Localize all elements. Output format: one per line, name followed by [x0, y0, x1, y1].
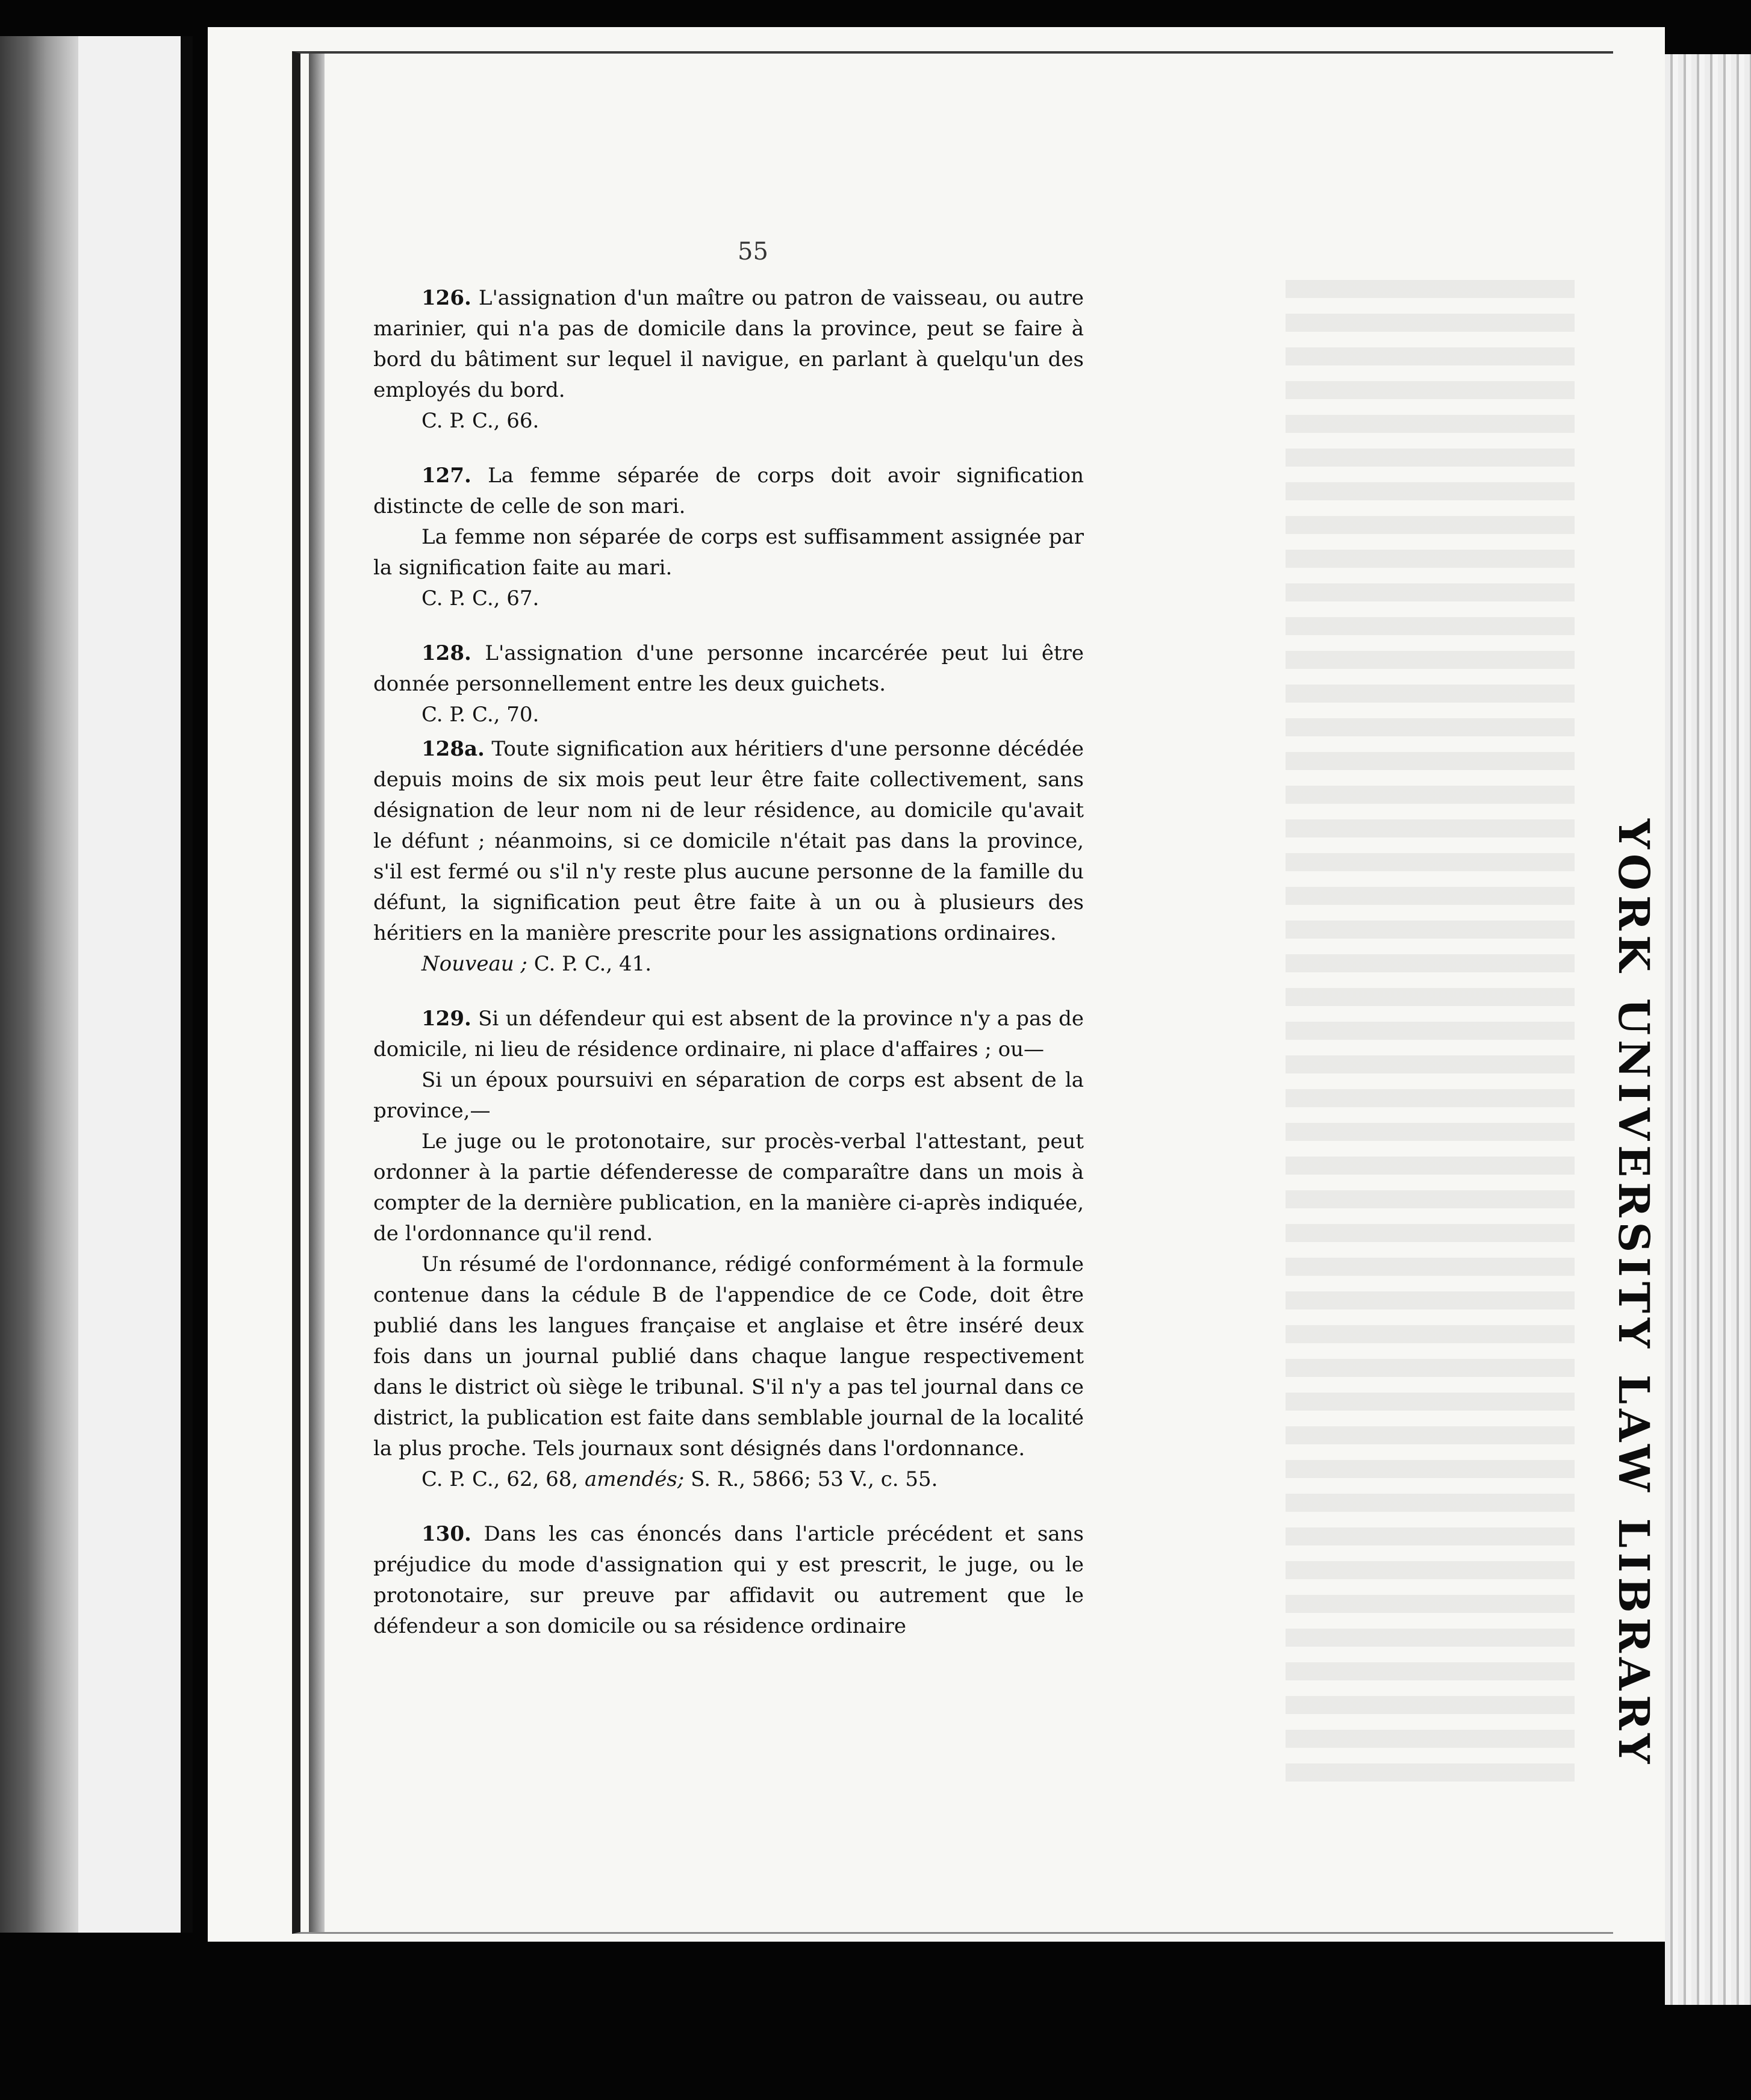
- article-129: [373, 1004, 1084, 1065]
- article-text: Toute signification aux héritiers d'une personne décédée depuis moins de six mois peut leur être faite collectivement, sans désignation de leur nom ni de leur résidence, au domicile qu'avait le défunt ; néanmoins, si ce domicile n'était pas dans la province, s'il est fermé ou s'il n'y reste plus aucune personne de la famille du défunt, la signification peut être faite à un ou à plusieurs des héritiers en la manière prescrite pour les assignations ordinaires.: [373, 737, 1084, 945]
- reference-text: S. R., 5866; 53 V., c. 55.: [684, 1467, 938, 1491]
- facing-page-strip: [0, 36, 193, 1933]
- stamp-word: UNIVERSITY: [1609, 998, 1659, 1353]
- article-reference: [373, 406, 1084, 436]
- article-128a: [373, 734, 1084, 949]
- stamp-word: YORK: [1609, 819, 1659, 977]
- article-127: [373, 461, 1084, 522]
- reference-text: C. P. C., 66.: [421, 409, 540, 433]
- reference-text: C. P. C., 62, 68,: [421, 1467, 585, 1491]
- article-number: 128.: [421, 641, 471, 665]
- article-reference: [373, 583, 1084, 614]
- article-128: [373, 638, 1084, 700]
- library-stamp: [1609, 819, 1659, 1790]
- article-reference: [373, 1464, 1084, 1495]
- article-text: Si un défendeur qui est absent de la province n'y a pas de domicile, ni lieu de résidence ordinaire, ni place d'affaires ; ou—: [373, 1007, 1084, 1061]
- reference-text: C. P. C., 67.: [421, 586, 540, 610]
- article-number: 126.: [421, 286, 471, 310]
- article-text: La femme séparée de corps doit avoir signification distincte de celle de son mari.: [373, 464, 1084, 518]
- reference-text: C. P. C., 70.: [421, 703, 540, 727]
- article-reference: [373, 700, 1084, 730]
- article-number: 130.: [421, 1522, 471, 1546]
- page-edge: [181, 36, 193, 1933]
- article-text: L'assignation d'un maître ou patron de vaisseau, ou autre marinier, qui n'a pas de domicile dans la province, peut se faire à bord du bâtiment sur lequel il navigue, en parlant à quelqu'un des employés du bord.: [373, 286, 1084, 402]
- gutter-shadow: [0, 36, 78, 1933]
- bleed-through: [1286, 280, 1575, 1785]
- article-paragraph: Le juge ou le protonotaire, sur procès-verbal l'attestant, peut ordonner à la partie défenderesse de comparaître dans un mois à compter de la dernière publication, en la manière ci-après indiquée, de l'ordonnance qu'il rend.: [373, 1129, 1084, 1246]
- reference-italic: amendés;: [585, 1467, 685, 1491]
- article-130: [373, 1519, 1084, 1642]
- book-edge: [1665, 54, 1751, 2005]
- article-reference: [373, 949, 1084, 980]
- text-column: [373, 283, 1084, 1642]
- reference-italic: Nouveau ;: [421, 952, 527, 976]
- article-number: 127.: [421, 464, 471, 488]
- stamp-word: LIBRARY: [1609, 1518, 1659, 1769]
- article-paragraph: Si un époux poursuivi en séparation de corps est absent de la province,—: [373, 1068, 1084, 1123]
- article-number: 129.: [421, 1007, 471, 1031]
- spine-shadow: [309, 54, 325, 1932]
- article-paragraph: La femme non séparée de corps est suffisamment assignée par la signification faite au mari.: [373, 525, 1084, 580]
- stamp-word: LAW: [1609, 1374, 1659, 1497]
- article-text: Dans les cas énoncés dans l'article précédent et sans préjudice du mode d'assignation qui y est prescrit, le juge, ou le protonotaire, sur preuve par affidavit ou autrement que le défendeur a son domicile ou sa résidence ordinaire: [373, 1522, 1084, 1638]
- article-number: 128a.: [421, 737, 485, 761]
- page-number: 55: [738, 238, 768, 266]
- reference-text: C. P. C., 41.: [527, 952, 652, 976]
- article-text: L'assignation d'une personne incarcérée peut lui être donnée personnellement entre les deux guichets.: [373, 641, 1084, 696]
- article-paragraph: Un résumé de l'ordonnance, rédigé conformément à la formule contenue dans la cédule B de l'appendice de ce Code, doit être publié dans les langues française et anglaise et être inséré deux fois dans un journal publié dans chaque langue respectivement dans le district où siège le tribunal. S'il n'y a pas tel journal dans ce district, la publication est faite dans semblable journal de la localité la plus proche. Tels journaux sont désignés dans l'ordonnance.: [373, 1252, 1084, 1461]
- article-126: [373, 283, 1084, 406]
